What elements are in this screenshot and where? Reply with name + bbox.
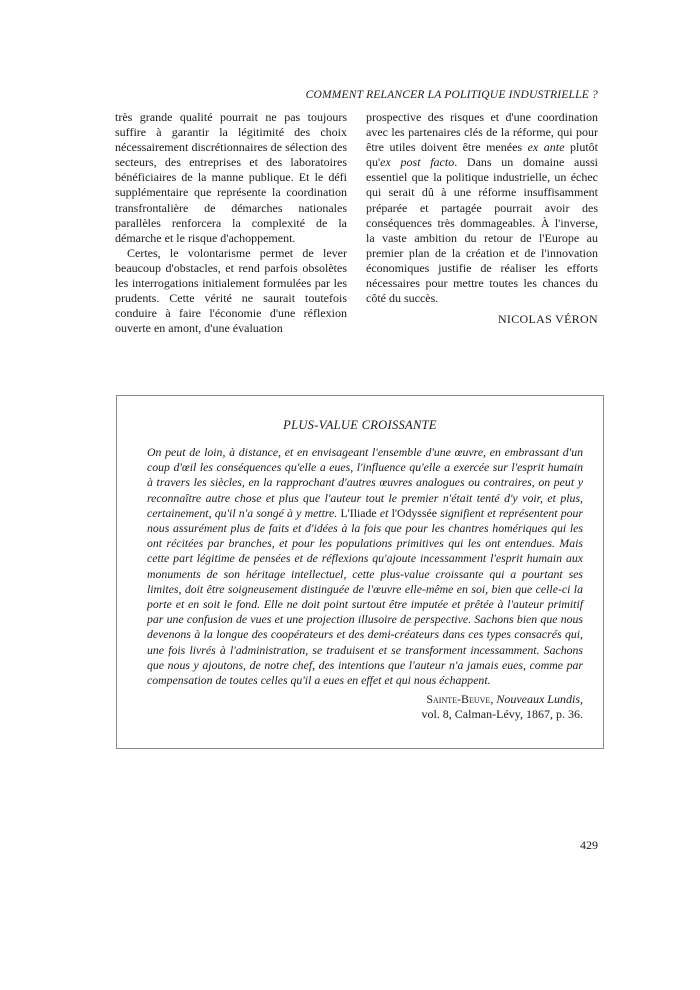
right-paragraph-1: [366, 110, 598, 306]
citation-work: Nouveaux Lundis,: [496, 692, 583, 706]
quote-paragraph: [147, 445, 583, 688]
running-head: COMMENT RELANCER LA POLITIQUE INDUSTRIELLE ?: [305, 89, 598, 101]
odyssee-title: l'Odyssée: [391, 505, 437, 520]
page-number: 429: [580, 838, 598, 852]
quote-citation: [421, 692, 583, 722]
left-column: [115, 110, 347, 336]
right-column: [366, 110, 598, 327]
right-text-b: plutôt qu': [366, 140, 598, 170]
left-paragraph-2: Certes, le volontarisme permet de lever beaucoup d'obstacles, et rend parfois obsolètes les interrogations initialement formulées par les prudents. Cette vérité ne saurait toutefois conduire à faire l'économie d'une réflexion ouverte en amont, d'une évaluation: [115, 245, 347, 336]
right-text-a: prospective des risques et d'une coordination avec les partenaires clés de la réforme, qui pour être utiles doivent être menées: [366, 110, 598, 155]
left-paragraph-1: très grande qualité pourrait ne pas toujours suffire à garantir la légitimité des choix nécessairement discrétionnaires de sélection des secteurs, des entreprises et des laboratoires bénéficiaires de la manne publique. Et le défi supplémentaire que représente la coordination transfrontalière de démarches nationales parallèles renforcera la complexité de la démarche et le risque d'achoppement.: [115, 110, 347, 245]
ex-post-term: ex post facto: [380, 155, 455, 170]
quote-part-b: et: [376, 505, 392, 520]
citation-details: vol. 8, Calman-Lévy, 1867, p. 36.: [421, 707, 583, 721]
citation-author: Sainte-Beuve: [426, 692, 491, 706]
quote-part-a: On peut de loin, à distance, et en envisageant l'ensemble d'une œuvre, en embrassant d'un coup d'œil les conséquences qu'elle a eues, l'influence qu'elle a exercée sur l'esprit humain à travers les siècles, en la rapprochant d'autres œuvres analogues ou contraires, on peut y reconnaître autre chose et plus que l'auteur tout le premier n'était tenté d'y voir, et plus, certainement, qu'il n'a songé à y mettre.: [147, 445, 583, 520]
quote-part-c: signifient et représentent pour nous assurément plus de faits et d'idées à la fois que pour les chantres homériques qui les ont récitées par branches, et pour les populations primitives qui les ont entendues. Mais cette part légitime de pensées et de réflexions qu'ajoute incessamment l'esprit humain aux monuments de son héritage intellectuel, cette plus-value croissante qui a pourtant ses limites, doit être soigneusement distinguée de l'œuvre elle-même en soi, bien que celle-ci la porte et en soit le fond. Elle ne doit point surtout être imputée et prêtée à l'auteur primitif par une confusion de vues et une projection illusoire de perspective. Sachons bien que nous devenons à la longue des coopérateurs et des demi-créateurs dans ces types consacrés qui, une fois livrés à l'administration, se traduisent et se transforment incessamment. Sachons que nous y ajoutons, de notre chef, des intentions que l'auteur n'a jamais eues, comme par compensation de toutes celles qu'il a eues en effet et qui nous échappent.: [147, 505, 583, 688]
ex-ante-term: ex ante: [527, 140, 565, 155]
right-text-c: . Dans un domaine aussi essentiel que la politique industrielle, un échec qui serait dû à une réforme insuffisamment préparée et partagée pourrait avoir des conséquences très dommageables. À l'inverse, la vaste ambition du retour de l'Europe au premier plan de la création et de l'innovation économiques justifie de réaliser les efforts nécessaires pour mettre toutes les chances du côté du succès.: [366, 155, 598, 306]
citation-line-1: [421, 692, 583, 707]
quote-box-title: PLUS-VALUE CROISSANTE: [283, 418, 437, 432]
iliade-title: L'Iliade: [340, 505, 377, 520]
quote-box: [116, 395, 604, 749]
citation-separator: ,: [490, 692, 497, 706]
article-author: NICOLAS VÉRON: [497, 312, 598, 327]
quote-text: [147, 445, 583, 688]
